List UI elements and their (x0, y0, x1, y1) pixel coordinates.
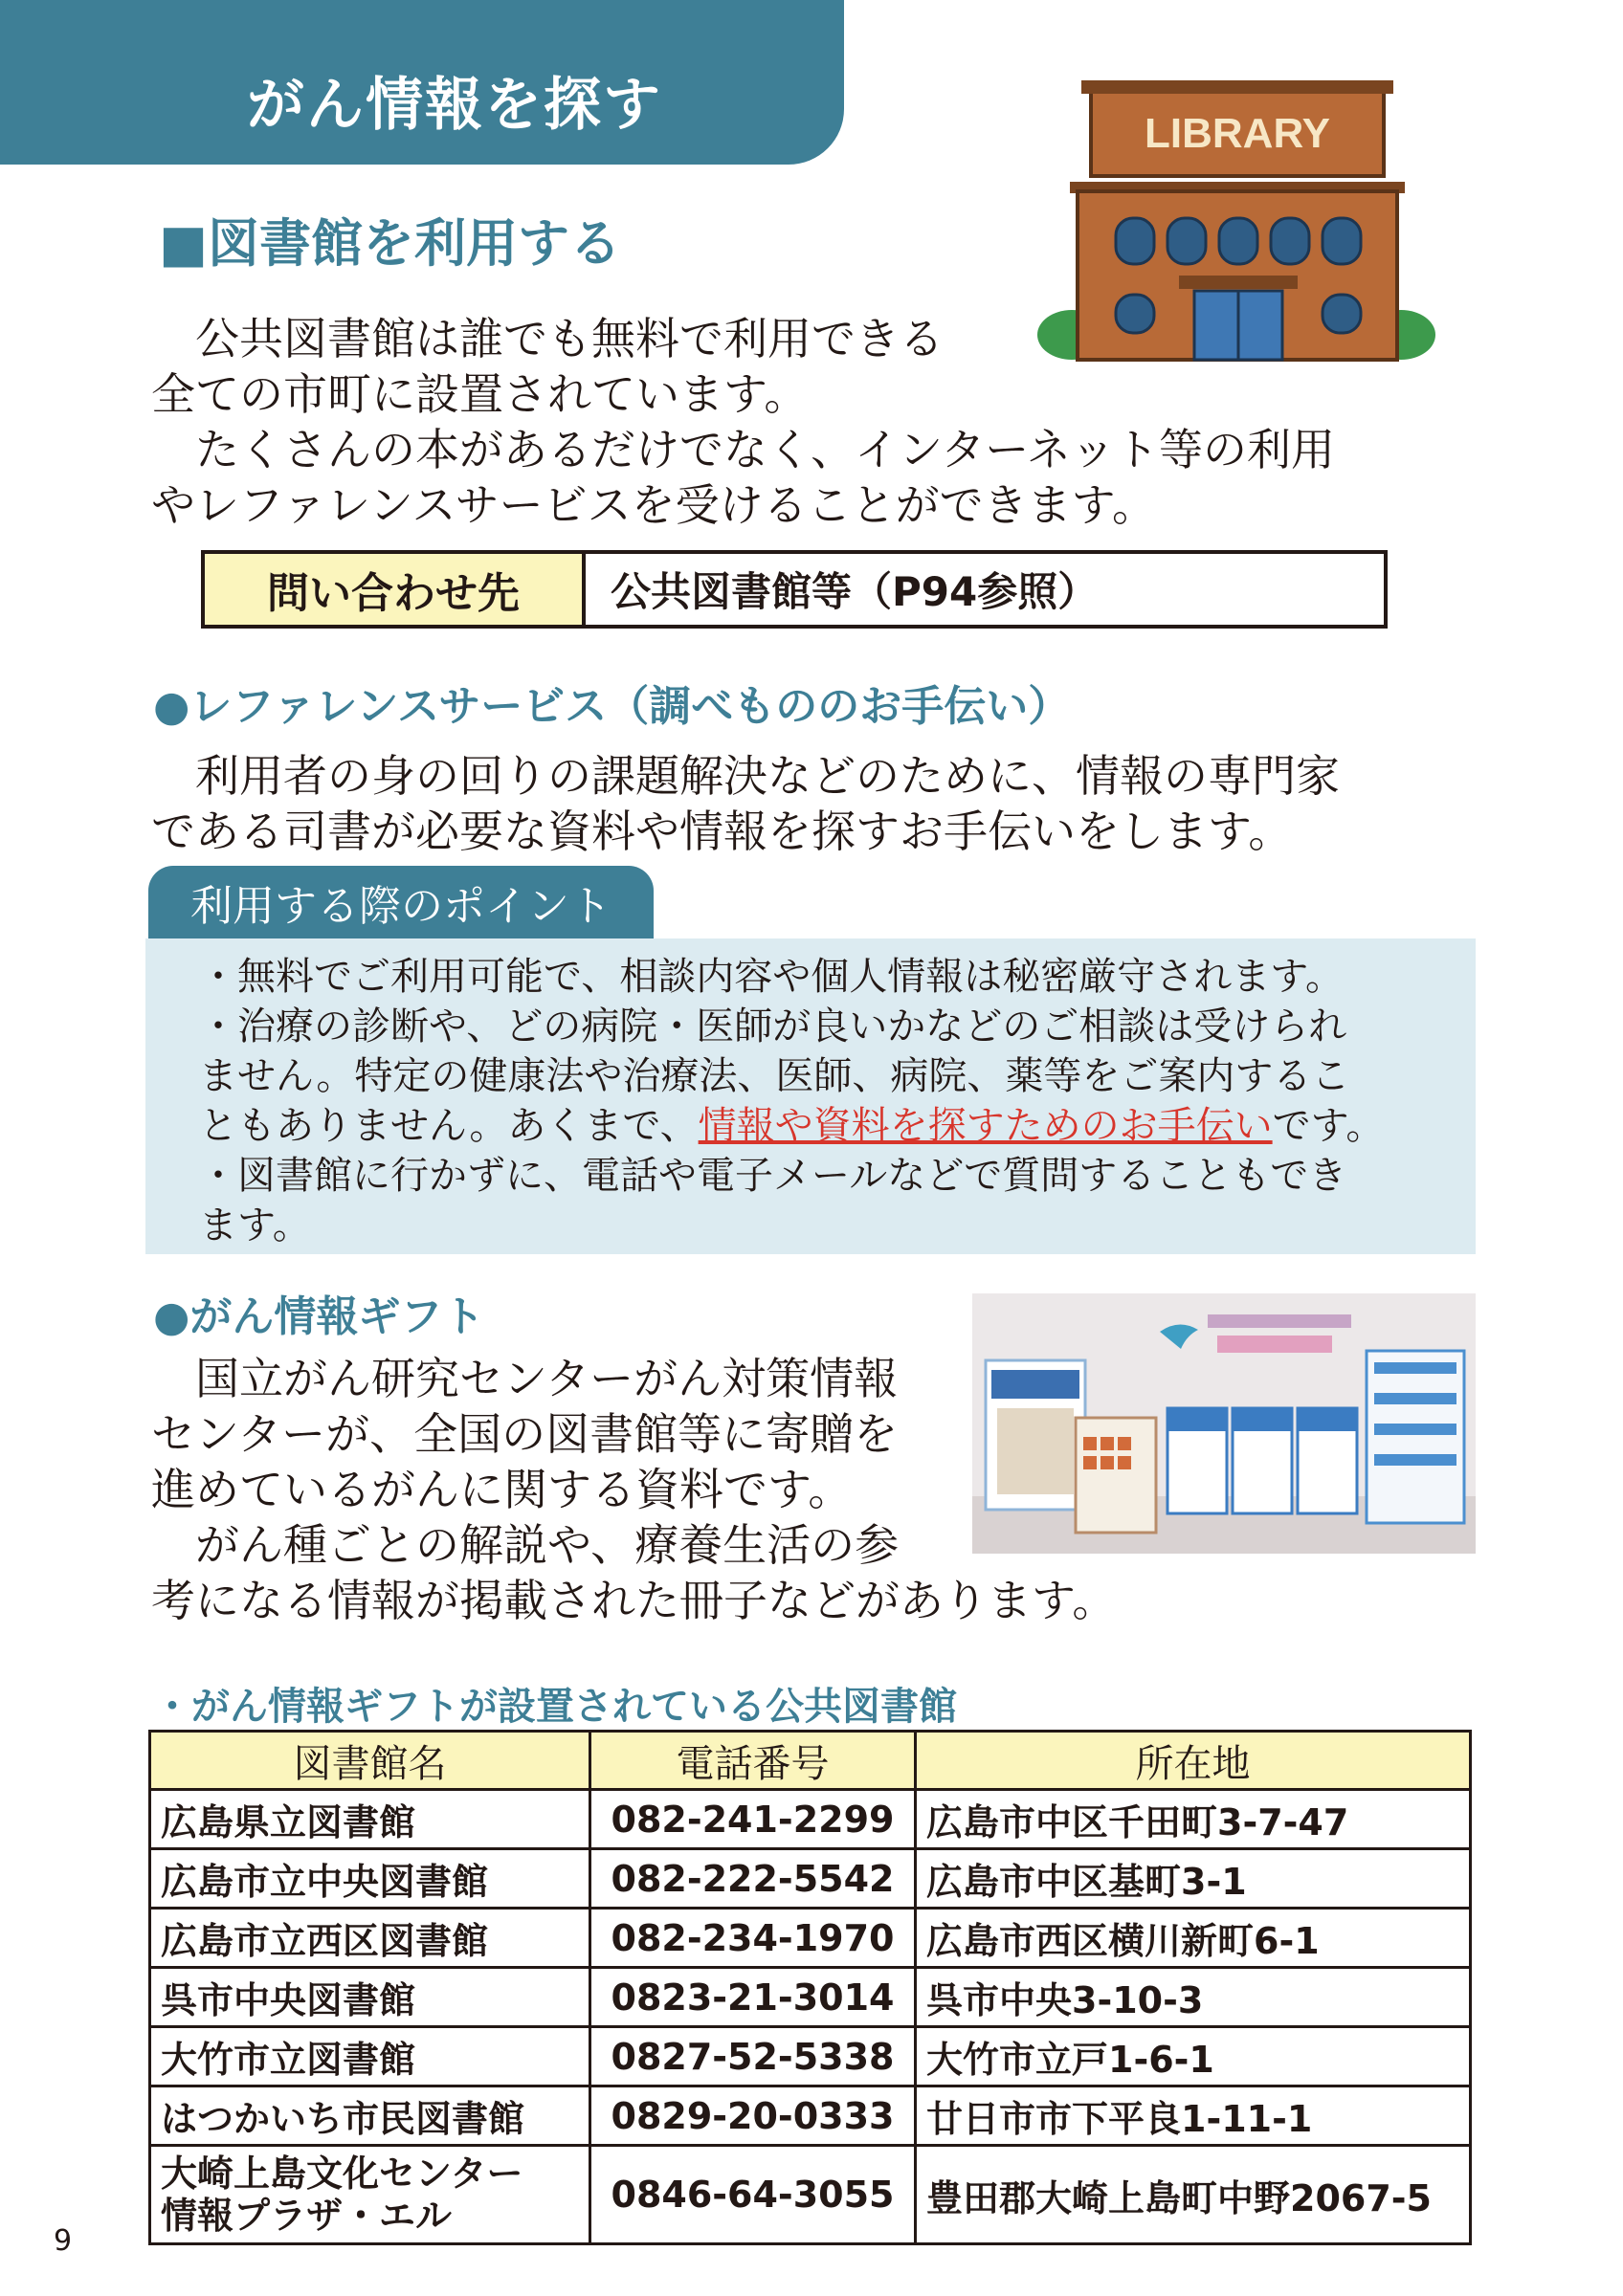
library-phone: 082-234-1970 (590, 1909, 916, 1968)
header-phone: 電話番号 (590, 1732, 916, 1790)
gift-heading: ●がん情報ギフト (153, 1292, 485, 1341)
table-row (150, 2027, 1471, 2086)
library-name: 広島県立図書館 (150, 1790, 590, 1849)
bullet-dot: ● (153, 1292, 190, 1341)
contact-value: 公共図書館等（P94参照） (611, 568, 1099, 615)
table-row (150, 2146, 1471, 2244)
library-phone: 082-241-2299 (590, 1790, 916, 1849)
table-caption: ・がん情報ギフトが設置されている公共図書館 (153, 1685, 957, 1729)
points-list: ・無料でご利用可能で、相談内容や個人情報は秘密厳守されます。 ・治療の診断や、どの病院・医師が良いかなどのご相談は受けられ ません。特定の健康法や治療法、医師、病院、薬等をご案内するこ ともありません。あくまで、情報や資料を探すためのお手伝いです。 ・図書館に行かずに、電話や電子メールなどで質問することもでき ます。 (199, 955, 1385, 1247)
library-phone: 0829-20-0333 (590, 2086, 916, 2146)
library-address: 広島市中区千田町3-7-47 (916, 1790, 1471, 1849)
reference-paragraph: 利用者の身の回りの課題解決などのために、情報の専門家 である司書が必要な資料や情報を探すお手伝いをします。 (151, 750, 1340, 857)
contact-label: 問い合わせ先 (205, 554, 586, 625)
table-header-row (150, 1732, 1471, 1790)
points-tab: 利用する際のポイント (148, 866, 654, 938)
library-name: はつかいち市民図書館 (150, 2086, 590, 2146)
reference-heading: ●レファレンスサービス（調べもののお手伝い） (153, 682, 1071, 731)
library-sign: LIBRARY (1145, 110, 1330, 157)
table-row (150, 1909, 1471, 1968)
header-title: がん情報を探す (247, 72, 662, 139)
gift-paragraph: 国立がん研究センターがん対策情報 センターが、全国の図書館等に寄贈を 進めているがんに関する資料です。 がん種ごとの解説や、療養生活の参 考になる情報が掲載された冊子などがあります。 (151, 1353, 1117, 1626)
library-phone: 0827-52-5338 (590, 2027, 916, 2086)
library-address: 大竹市立戸1-6-1 (916, 2027, 1471, 2086)
contact-box (201, 550, 1388, 629)
table-row (150, 2086, 1471, 2146)
intro-paragraph: 公共図書館は誰でも無料で利用できる 全ての市町に設置されています。 たくさんの本があるだけでなく、インターネット等の利用 やレファレンスサービスを受けることができます。 (151, 313, 1335, 531)
library-address: 広島市中区基町3-1 (916, 1849, 1471, 1909)
table-row (150, 1849, 1471, 1909)
page-number: 9 (54, 2224, 73, 2258)
library-phone: 082-222-5542 (590, 1849, 916, 1909)
bullet-dot: ● (153, 682, 190, 731)
section-title-text: 図書館を利用する (208, 213, 622, 274)
table-row (150, 1790, 1471, 1849)
library-phone: 0823-21-3014 (590, 1968, 916, 2027)
library-name: 広島市立西区図書館 (150, 1909, 590, 1968)
library-address: 豊田郡大崎上島町中野2067-5 (916, 2146, 1471, 2244)
library-name: 呉市中央図書館 (150, 1968, 590, 2027)
emphasis-text: 情報や資料を探すためのお手伝い (698, 1104, 1273, 1148)
library-name: 大竹市立図書館 (150, 2027, 590, 2086)
section-title (159, 203, 621, 276)
library-phone: 0846-64-3055 (590, 2146, 916, 2244)
library-table (148, 1730, 1472, 2245)
table-row (150, 1968, 1471, 2027)
header-name: 図書館名 (150, 1732, 590, 1790)
square-bullet: ■ (159, 213, 209, 274)
points-box (145, 938, 1476, 1254)
library-address: 呉市中央3-10-3 (916, 1968, 1471, 2027)
header-address: 所在地 (916, 1732, 1471, 1790)
library-name: 広島市立中央図書館 (150, 1849, 590, 1909)
library-address: 廿日市市下平良1-11-1 (916, 2086, 1471, 2146)
library-address: 広島市西区横川新町6-1 (916, 1909, 1471, 1968)
library-name: 大崎上島文化センター 情報プラザ・エル (150, 2146, 590, 2244)
